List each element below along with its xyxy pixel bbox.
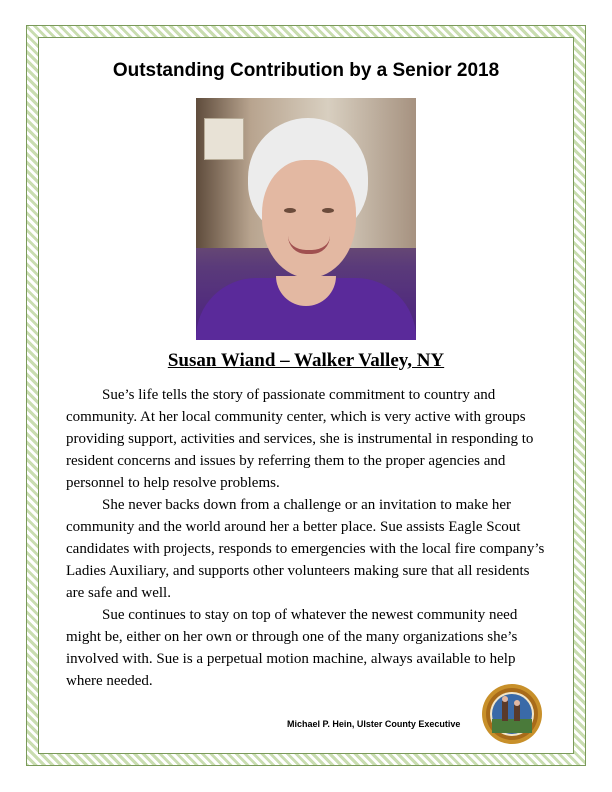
page-title: Outstanding Contribution by a Senior 2018 — [112, 60, 500, 81]
portrait-photo — [196, 98, 416, 340]
paragraph-1: Sue’s life tells the story of passionate commitment to country and community. At her local community center, which is very active with groups providing support, activities and services, she is instrumental in responding to resident concerns and issues by referring them to the proper agencies and personnel to help resolve problems. — [66, 387, 534, 491]
paragraph-3: Sue continues to stay on top of whatever the newest community need might be, either on her own or through one of the many organizations she’s involved with. Sue is a perpetual motion machine, always available to help where needed. — [66, 607, 518, 689]
honoree-name: Susan Wiand – Walker Valley, NY — [167, 350, 445, 371]
body-text — [66, 384, 550, 692]
paragraph-2: She never backs down from a challenge or an invitation to make her community and the world around her a better place. Sue assists Eagle Scout candidates with projects, responds to emergencies with the local fire company’s Ladies Auxiliary, and supports other volunteers making sure that all residents are safe and well. — [66, 497, 545, 601]
county-seal-icon — [481, 683, 543, 745]
signature: Michael P. Hein, Ulster County Executive — [287, 719, 461, 729]
